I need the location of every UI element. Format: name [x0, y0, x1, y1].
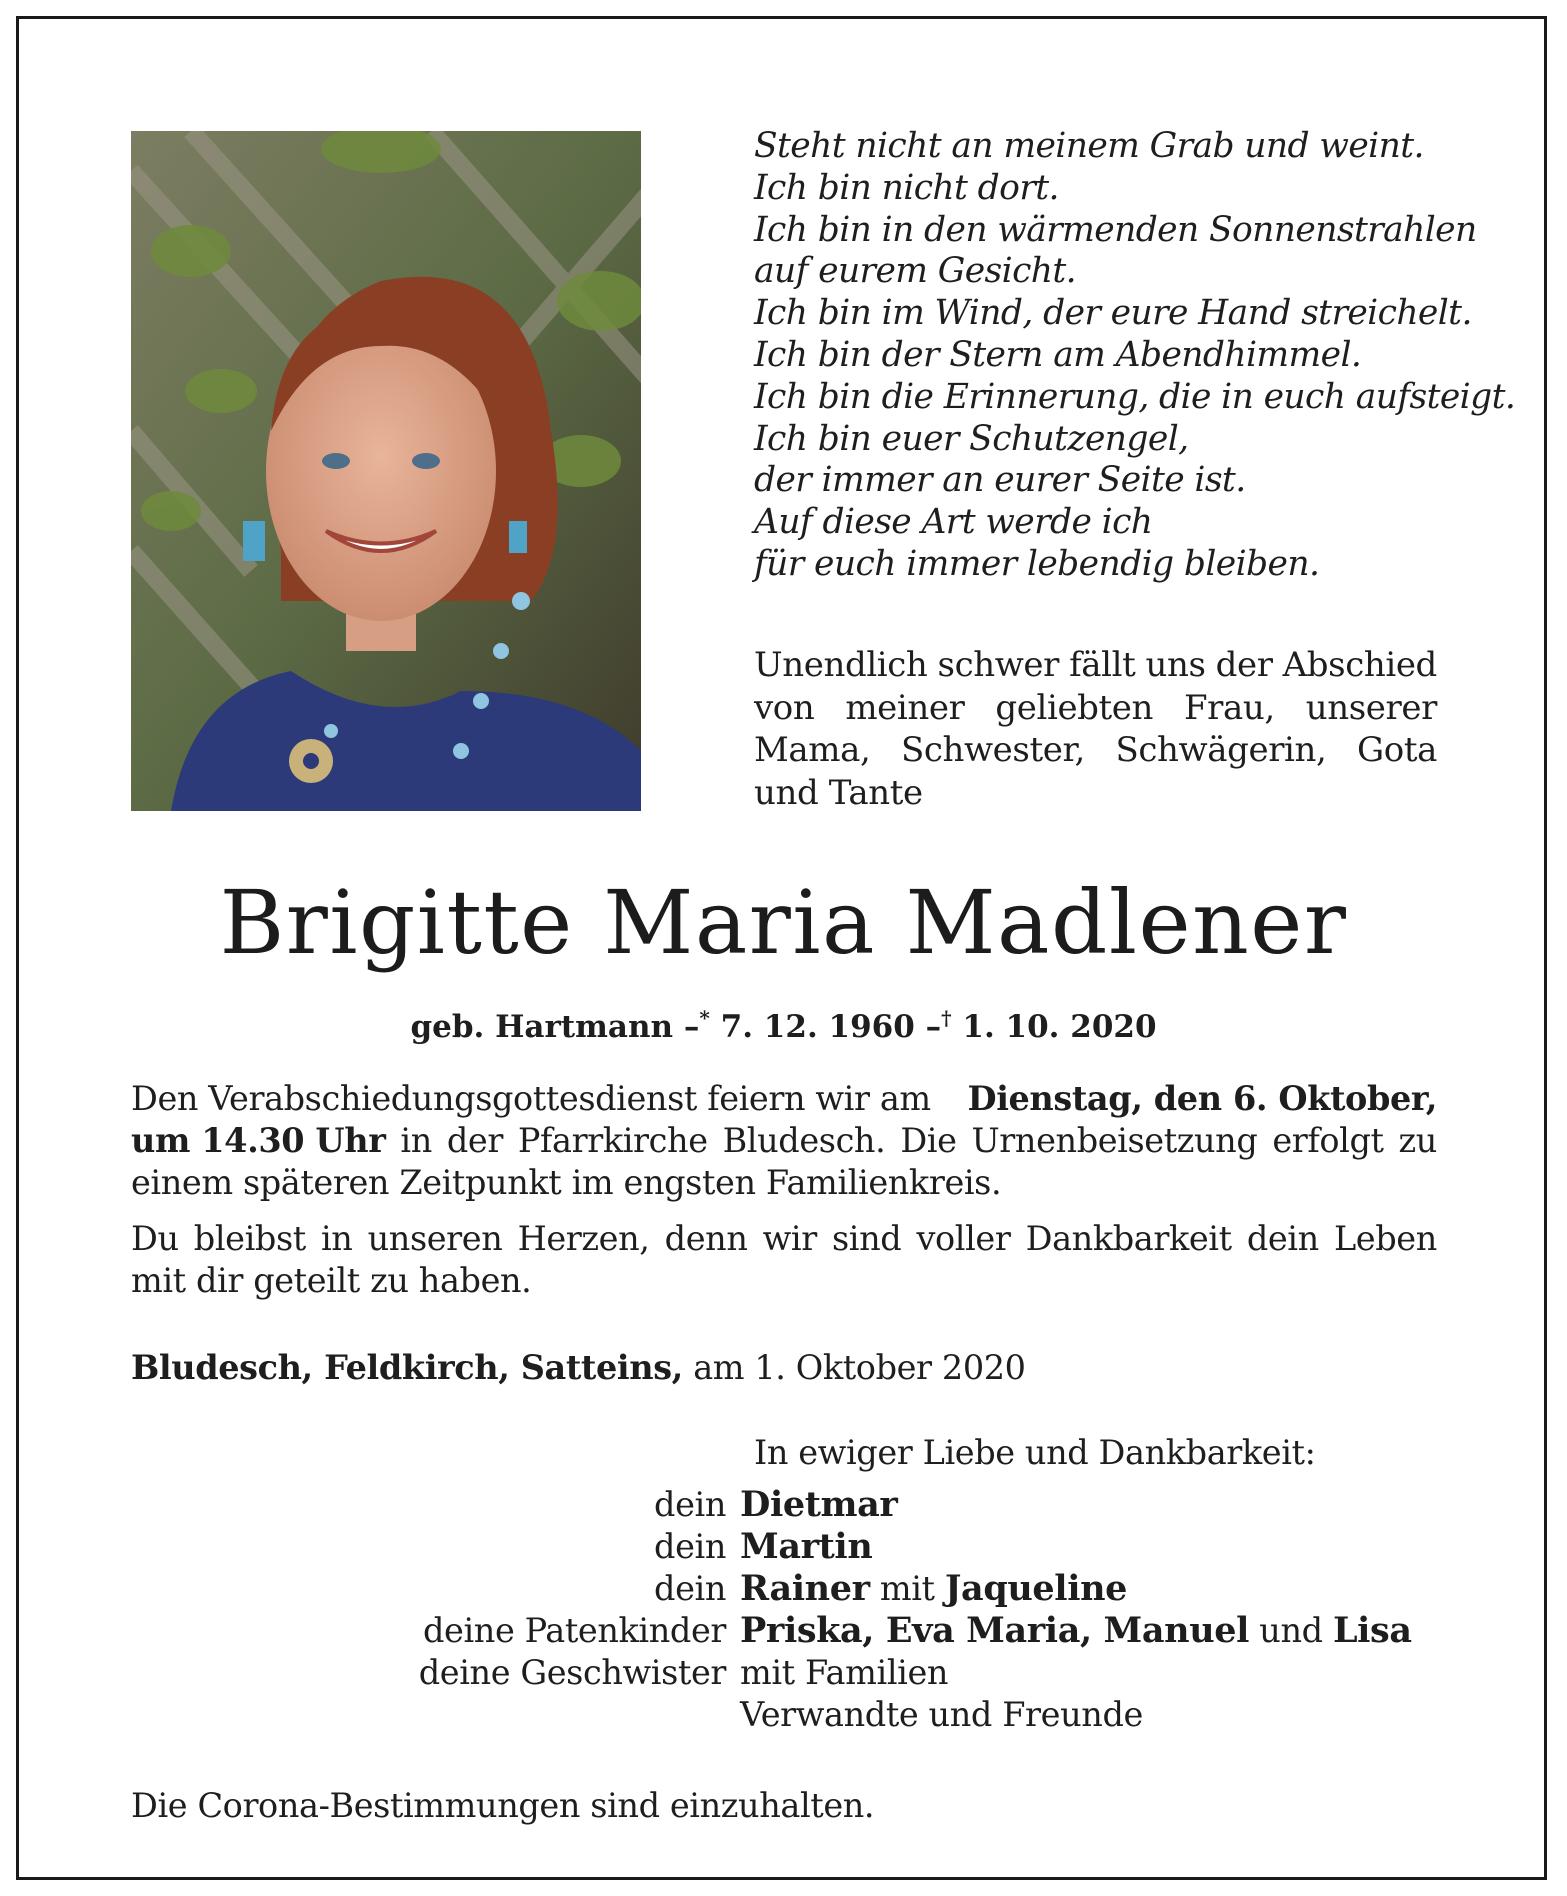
farewell-text: [131, 1218, 1437, 1302]
mourner-row: [300, 1652, 1500, 1694]
word: von: [754, 687, 815, 728]
word: sind: [832, 1219, 902, 1258]
mourner-name: Priska, Eva Maria, Manuel: [740, 1610, 1250, 1651]
word: Urnenbeisetzung: [971, 1121, 1258, 1160]
poem-line: Steht nicht an meinem Grab und weint.: [754, 126, 1424, 166]
word: Bludesch.: [722, 1121, 886, 1160]
corona-note: Die Corona-Bestimmungen sind einzuhalten.: [131, 1786, 875, 1825]
word: fällt: [1069, 645, 1136, 685]
word: Frau,: [1183, 687, 1275, 728]
word: unseren: [367, 1219, 503, 1258]
memorial-poem: [754, 126, 1516, 586]
connector: und: [1259, 1611, 1323, 1650]
word: Schwägerin,: [1115, 730, 1327, 770]
intro-line: [754, 687, 1437, 730]
word: meiner: [845, 687, 965, 728]
mourner-names: Verwandte und Freunde: [740, 1695, 1143, 1734]
service-announcement: [131, 1078, 1437, 1204]
word: in: [400, 1121, 432, 1160]
word: Du: [131, 1219, 179, 1258]
farewell-intro: [754, 644, 1437, 814]
word: Schwester,: [900, 730, 1085, 770]
mourner-names: [740, 1568, 1500, 1610]
dash: –: [925, 1009, 942, 1045]
service-line: [131, 1078, 1437, 1120]
birth-date: 7. 12. 1960: [720, 1009, 915, 1045]
mourner-row: [300, 1610, 1500, 1652]
poem-line: Ich bin in den wärmenden Sonnenstrahlen: [754, 209, 1477, 250]
mourner-row: [300, 1484, 1500, 1526]
towns: Bludesch, Feldkirch, Satteins,: [131, 1348, 683, 1387]
mourner-name: Martin: [740, 1526, 873, 1567]
word: uns: [1145, 645, 1206, 685]
word: Unendlich: [754, 645, 928, 685]
mourner-row: [300, 1694, 1500, 1736]
mourner-role: dein: [654, 1569, 726, 1608]
mourner-role: deine Geschwister: [418, 1653, 726, 1692]
service-date: Dienstag, den 6. Oktober,: [967, 1079, 1437, 1118]
service-line: [131, 1120, 1437, 1162]
poem-line: Auf diese Art werde ich: [754, 502, 1153, 543]
mourner-names: [740, 1526, 1500, 1568]
mourner-name: Lisa: [1332, 1610, 1412, 1651]
mourners-list: [300, 1484, 1500, 1736]
word: voller: [916, 1219, 1011, 1258]
portrait-illustration: [131, 131, 641, 811]
mourner-names: mit Familien: [740, 1653, 949, 1692]
mourner-role: deine Patenkinder: [423, 1611, 726, 1650]
connector: mit: [879, 1569, 935, 1608]
poem-line: für euch immer lebendig bleiben.: [754, 543, 1320, 584]
intro-line: [754, 729, 1437, 772]
farewell-line: mit dir geteilt zu haben.: [131, 1261, 532, 1300]
poem-line: Ich bin der Stern am Abendhimmel.: [754, 334, 1362, 375]
word: Leben: [1333, 1219, 1437, 1258]
mourner-role: dein: [654, 1527, 726, 1566]
notice-date: am 1. Oktober 2020: [693, 1348, 1026, 1387]
service-text: Den Verabschiedungsgottesdienst feiern wir am: [131, 1079, 931, 1118]
life-dates: [0, 996, 1567, 1049]
intro-line: und Tante: [754, 772, 923, 813]
death-date: 1. 10. 2020: [962, 1009, 1157, 1045]
mourner-names: [740, 1484, 1500, 1526]
dash: –: [683, 1009, 700, 1045]
word: Die: [900, 1121, 957, 1160]
word: unserer: [1305, 687, 1437, 728]
mourner-row: [300, 1526, 1500, 1568]
poem-line: der immer an eurer Seite ist.: [754, 460, 1246, 501]
signature-heading: In ewiger Liebe und Dankbarkeit:: [754, 1433, 1316, 1472]
mourner-names: [740, 1610, 1500, 1652]
place-and-date: [131, 1346, 1026, 1390]
word: der: [446, 1121, 503, 1160]
mourner-role: [300, 1694, 740, 1736]
word: Dankbarkeit: [1025, 1219, 1232, 1258]
word: in: [320, 1219, 353, 1258]
birth-symbol: *: [699, 1006, 710, 1030]
intro-line: [754, 644, 1437, 687]
word: bleibst: [193, 1219, 306, 1258]
service-time: um 14.30 Uhr: [131, 1121, 386, 1160]
mourner-name: Dietmar: [740, 1484, 898, 1525]
word: schwer: [937, 645, 1059, 685]
poem-line: Ich bin euer Schutzengel,: [754, 418, 1189, 459]
poem-line: Ich bin die Erinnerung, die in euch aufsteigt.: [754, 376, 1516, 417]
portrait-photo: [131, 131, 641, 811]
word: geliebten: [995, 687, 1154, 728]
service-line: einem späteren Zeitpunkt im engsten Familienkreis.: [131, 1163, 1002, 1202]
word: Herzen,: [517, 1219, 650, 1258]
farewell-line: [131, 1218, 1437, 1260]
poem-line: auf eurem Gesicht.: [754, 251, 1077, 292]
word: denn: [664, 1219, 748, 1258]
word: zu: [1398, 1121, 1437, 1160]
word: Gota: [1357, 730, 1437, 770]
word: der: [1215, 645, 1273, 685]
mourner-row: [300, 1568, 1500, 1610]
poem-line: Ich bin nicht dort.: [754, 167, 1059, 208]
word: erfolgt: [1272, 1121, 1384, 1160]
word: Abschied: [1282, 645, 1437, 685]
mourner-role: dein: [654, 1485, 726, 1524]
death-symbol: †: [941, 1006, 952, 1030]
word: dein: [1246, 1219, 1319, 1258]
poem-line: Ich bin im Wind, der eure Hand streichelt.: [754, 293, 1472, 334]
word: wir: [762, 1219, 817, 1258]
deceased-name: Brigitte Maria Madlener: [219, 871, 1348, 974]
mourner-name: Jaqueline: [944, 1568, 1128, 1609]
maiden-name: geb. Hartmann: [410, 1009, 674, 1045]
mourner-name: Rainer: [740, 1568, 870, 1609]
word: Pfarrkirche: [517, 1121, 708, 1160]
word: Mama,: [754, 730, 871, 770]
